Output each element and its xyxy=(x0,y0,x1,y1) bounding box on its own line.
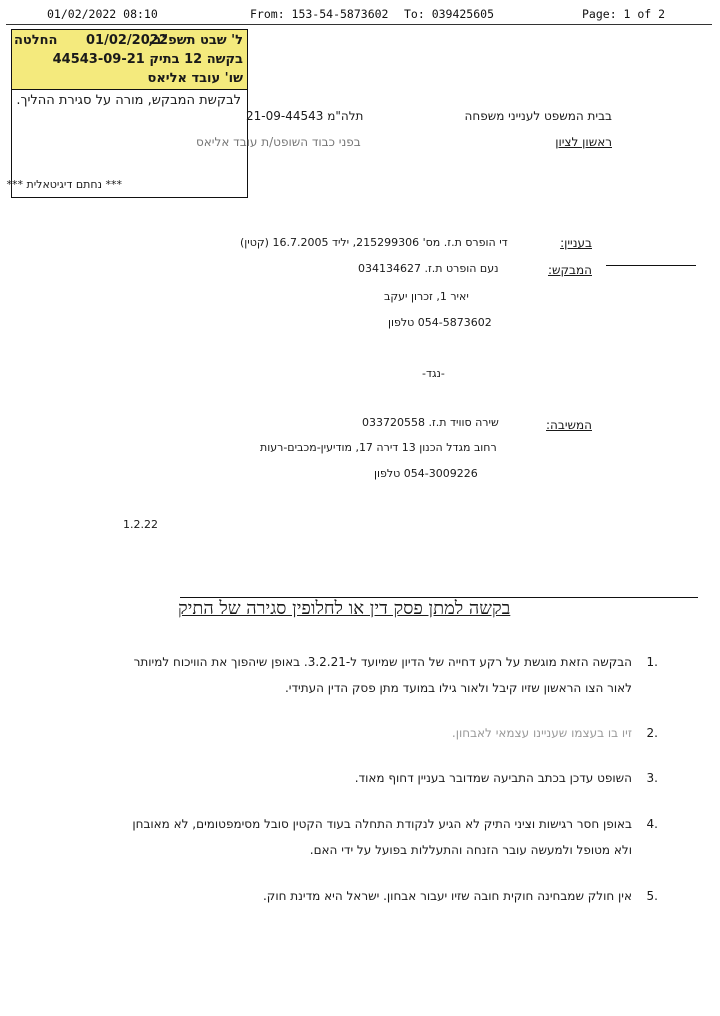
case-number: תלה"מ 21-09-44543 xyxy=(246,109,364,123)
paragraph-2 xyxy=(127,720,658,746)
court-city: ראשון לציון xyxy=(555,135,612,149)
decision-label: החלטה xyxy=(14,33,58,48)
decision-case-line: בקשה 12 בתיק 44543-09-21 xyxy=(52,52,243,67)
paragraph-4 xyxy=(127,811,658,863)
paragraph-number: .1 xyxy=(646,655,658,669)
applicant-rule xyxy=(606,265,696,266)
fax-header-rule xyxy=(6,24,712,25)
applicant-label: המבקש: xyxy=(548,263,592,277)
applicant-name: נעם הופרט ת.ז. 034134627 xyxy=(358,262,499,275)
respondent-label: המשיבה: xyxy=(546,418,592,432)
paragraph-text: השופט עדכן בכתב התביעה שמדובר בעניין דחוף מאוד. xyxy=(354,771,632,785)
paragraph-number: .3 xyxy=(646,771,658,785)
decision-signature: *** נחתם דיגיטאלית *** xyxy=(6,178,122,191)
decision-judge-line: שו' עובד אליאס xyxy=(147,71,243,86)
fax-from: From: 153-54-5873602 xyxy=(250,7,389,21)
paragraph-text: אין חולק שמבחינה חוקית חובה שזיו יעבור אבחון. ישראל היא מדינת חוק. xyxy=(262,889,632,903)
paragraph-text: באופן חסר רגישות וציני התיק לא הגיע לנקודת התחלה בעוד הקטין סובל מסימפטומים, לא מאובחן ולא מטופל ולמעשה עובר הזנחה והתעללות בפועל על ידי האם. xyxy=(132,817,632,857)
decision-date: 01/02/2022 xyxy=(86,33,168,48)
paragraph-number: .2 xyxy=(646,726,658,740)
paragraph-text: הבקשה הזאת מוגשת על רקע דחייה של הדיון שמיועד ל-3.2.21. באופן שיהפוך את הוויכוח למיותר לאור הצו הראשון שזיו קיבל ולאור גילו במועד מתן פסק הדין העתידי. xyxy=(133,655,632,695)
versus: -נגד- xyxy=(422,367,445,380)
document-title: בקשה למתן פסק דין או לחלופין סגירה של התיק xyxy=(178,598,511,619)
respondent-name: שירה סוויד ת.ז. 033720558 xyxy=(362,416,499,429)
paragraph-5 xyxy=(127,883,658,909)
decision-hebrew-date: ל' שבט תשפ"ב, xyxy=(148,33,243,48)
fax-datetime: 01/02/2022 08:10 xyxy=(47,7,158,21)
respondent-phone: 054-3009226 טלפון xyxy=(374,467,478,480)
paragraph-1 xyxy=(127,649,658,701)
paragraph-number: .4 xyxy=(646,817,658,831)
document-date: 1.2.22 xyxy=(123,518,158,531)
paragraph-text: זיו בו בעצמו שעניינו עצמאי לאבחון. xyxy=(451,726,632,740)
decision-box xyxy=(6,29,248,198)
minor-details: די הופרס ת.ז. מס' 215299306, יליד 16.7.2005 (קטין) xyxy=(240,236,508,249)
matter-label: בעניין: xyxy=(560,236,592,250)
decision-header xyxy=(12,30,247,90)
fax-to: To: 039425605 xyxy=(404,7,495,21)
applicant-address: יאיר 1, זכרון יעקב xyxy=(384,290,469,303)
judge-line: בפני כבוד השופט/ת עובד אליאס xyxy=(196,135,361,149)
fax-page: Page: 1 of 2 xyxy=(582,7,666,21)
decision-body: לבקשת המבקש, מורה על סגירת ההליך. xyxy=(16,93,241,108)
court-name: בבית המשפט לענייני משפחה xyxy=(464,109,612,123)
respondent-address: רחוב מגדל הכנון 13 דירה 17, מודיעין-מכבים-רעות xyxy=(260,441,497,454)
paragraph-3 xyxy=(127,765,658,791)
applicant-phone: 054-5873602 טלפון xyxy=(388,316,492,329)
paragraph-number: .5 xyxy=(646,889,658,903)
